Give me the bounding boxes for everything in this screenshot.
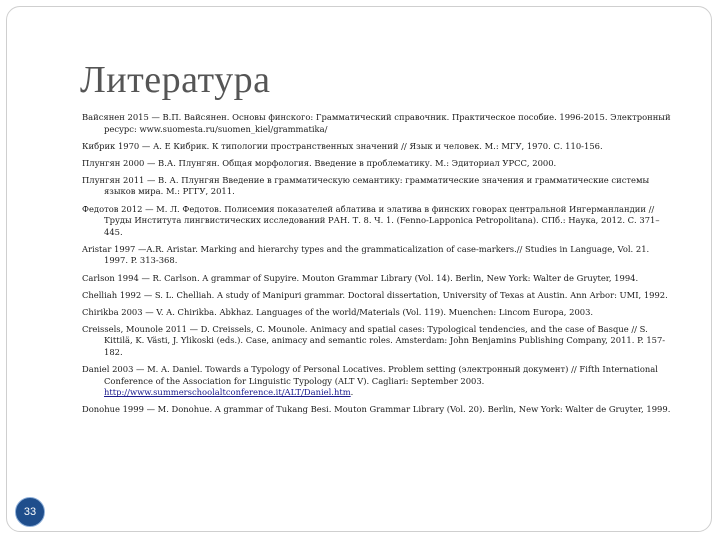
reference-text: Плунгян 2011 — В. А. Плунгян Введение в грамматическую семантику: грамматические значения и грамматические системы языков мира. М.: РГГУ, 2011. <box>82 174 650 197</box>
reference-text: Aristar 1997 —A.R. Aristar. Marking and hierarchy types and the grammaticalization of case-markers.// Studies in Language, Vol. 21. 1997. P. 313-368. <box>82 243 650 266</box>
reference-item <box>82 404 672 416</box>
reference-text: Chelliah 1992 — S. L. Chelliah. A study of Manipuri grammar. Doctoral dissertation, University of Texas at Austin. Ann Arbor: UMI, 1992. <box>82 289 668 300</box>
reference-text: Федотов 2012 — М. Л. Федотов. Полисемия показателей аблатива и элатива в финских говорах центральной Ингерманландии // Труды Института лингвистических исследований РАН. Т. 8. Ч. 1. (Fenno-Lapponica Petropolitana). СПб.: Наука, 2012. С. 371–445. <box>82 203 660 237</box>
reference-text: Chirikba 2003 — V. A. Chirikba. Abkhaz. Languages of the world/Materials (Vol. 119). Muenchen: Lincom Europa, 2003. <box>82 306 594 317</box>
reference-text: Кибрик 1970 — А. Е Кибрик. К типологии пространственных значений // Язык и человек. М.: МГУ, 1970. С. 110-156. <box>82 140 603 151</box>
reference-item <box>82 273 672 285</box>
reference-item <box>82 290 672 302</box>
slide-title: Литература <box>80 59 271 101</box>
reference-text: Carlson 1994 — R. Carlson. A grammar of Supyire. Mouton Grammar Library (Vol. 14). Berlin, New York: Walter de Gruyter, 1994. <box>82 272 639 283</box>
reference-item <box>82 112 672 135</box>
reference-item <box>82 307 672 319</box>
reference-text: Creissels, Mounole 2011 — D. Creissels, C. Mounole. Animacy and spatial cases: Typological tendencies, and the case of Basque // S. Kittilä, K. Västi, J. Ylikoski (eds.). Case, animacy and semantic roles. Amsterdam: John Benjamins Publishing Company, 2011. P. 157-182. <box>82 323 666 357</box>
reference-item <box>82 158 672 170</box>
reference-item: Daniel 2003 — M. A. Daniel. Towards a Typology of Personal Locatives. Problem setting (электронный документ) // Fifth International Conference of the Association for Linguistic Typology (ALT V). Cagliari: September 2003. http://www.summerschoolaltconference.it/ALT/Daniel.htm. <box>82 364 658 398</box>
reference-item <box>82 204 672 239</box>
reference-text: Donohue 1999 — M. Donohue. A grammar of Tukang Besi. Mouton Grammar Library (Vol. 20). Berlin, New York: Walter de Gruyter, 1999. <box>82 404 671 415</box>
reference-text: Плунгян 2000 — В.А. Плунгян. Общая морфология. Введение в проблематику. М.: Эдиториал УРСС, 2000. <box>82 157 557 168</box>
reference-item <box>82 141 672 153</box>
reference-text: Daniel 2003 — M. A. Daniel. Towards a Typology of Personal Locatives. Problem setting (электронный документ) // Fifth International Conference of the Association for Linguistic Typology (ALT V). Cagliari: September 2003. <box>82 364 658 386</box>
reference-item <box>82 324 672 359</box>
page-number-badge: 33 <box>15 497 45 527</box>
reference-item <box>82 244 672 267</box>
reference-link[interactable]: http://www.summerschoolaltconference.it/ALT/Daniel.htm <box>104 387 351 398</box>
reference-item <box>82 175 672 198</box>
reference-text: Вайсянен 2015 — В.П. Вайсянен. Основы финского: Грамматический справочник. Практическое пособие. 1996-2015. Электронный ресурс: www.suomesta.ru/suomen_kiel/grammatika/ <box>82 112 671 134</box>
reference-list <box>82 112 672 421</box>
